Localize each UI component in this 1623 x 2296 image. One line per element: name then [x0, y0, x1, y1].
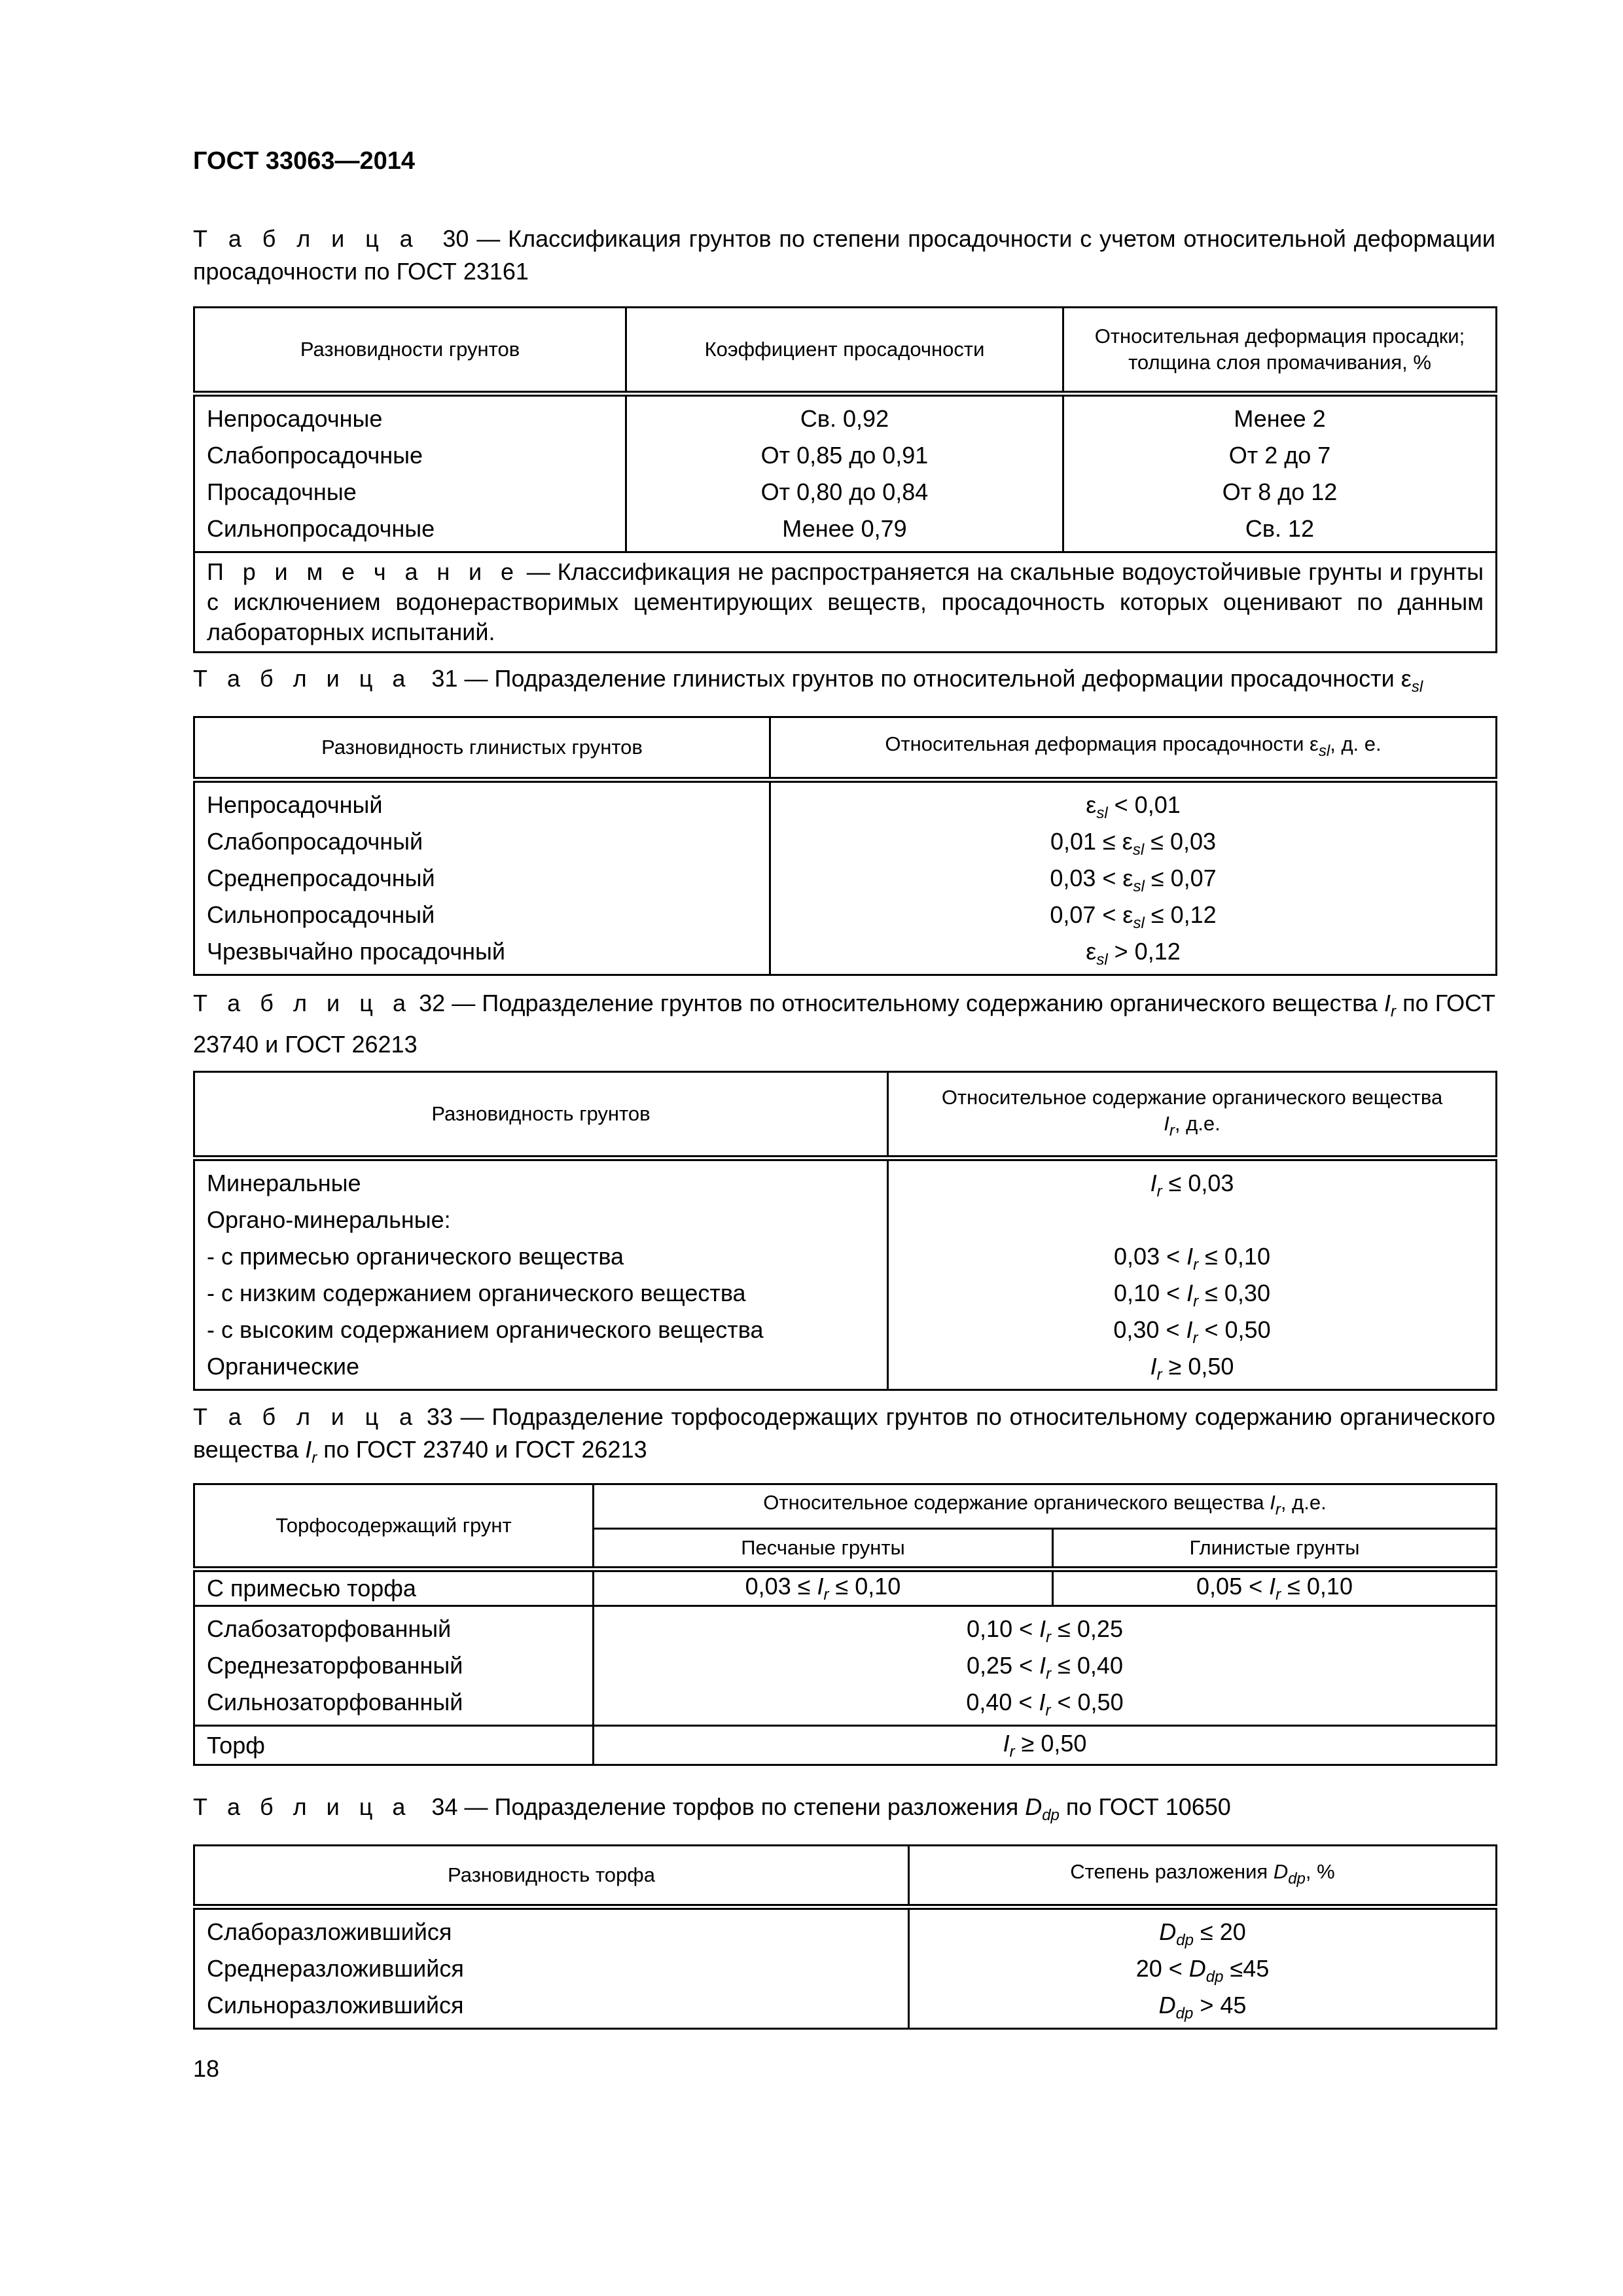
page-number: 18 — [193, 2055, 220, 2082]
header-text: Степень разложения — [1070, 1859, 1274, 1883]
value-text: ε — [1086, 938, 1097, 965]
header-subscript: r — [1169, 1121, 1175, 1139]
table-cell: От 0,85 до 0,91 — [760, 442, 929, 469]
value-text: ≤ 0,10 — [829, 1573, 901, 1600]
value-text: < 0,50 — [1050, 1689, 1124, 1715]
value-subscript: sl — [1133, 878, 1145, 895]
table-cell: Среднезаторфованный — [207, 1652, 463, 1679]
value-variable: D — [1159, 1918, 1177, 1945]
table-cell: Сильнопросадочный — [207, 901, 435, 928]
value-variable: I — [1186, 1280, 1194, 1306]
header-variable: D — [1273, 1859, 1289, 1883]
value-text: > 45 — [1193, 1992, 1247, 2018]
table32-col-soil — [194, 1158, 888, 1390]
header-text: Относительное содержание органического вещества — [763, 1491, 1270, 1514]
value-variable: D — [1188, 1955, 1206, 1982]
table-cell: Слабопросадочные — [207, 442, 423, 469]
caption-text: по ГОСТ 10650 — [1059, 1793, 1231, 1820]
table-cell: Сильнопросадочные — [207, 515, 435, 542]
value-text: ≤ 0,03 — [1162, 1170, 1234, 1196]
table-cell: Торф — [194, 1726, 594, 1765]
header-subscript: sl — [1318, 742, 1330, 760]
table30-header-coefficient: Коэффициент просадочности — [626, 308, 1063, 394]
table-cell — [921, 1987, 1484, 2024]
table32-caption-prefix: Т а б л и ц а — [193, 990, 413, 1016]
value-variable: I — [1003, 1729, 1010, 1757]
header-text: Относительная деформация просадочности ε — [885, 732, 1319, 755]
value-subscript: sl — [1096, 804, 1108, 822]
table-cell: Органические — [207, 1353, 360, 1380]
table33-col-content — [594, 1606, 1497, 1726]
table-cell — [783, 787, 1484, 823]
table-cell — [921, 1950, 1484, 1987]
value-text: 0,03 < ε — [1050, 865, 1133, 891]
value-text: 0,05 < — [1196, 1573, 1270, 1600]
table33-header-clay: Глинистые грунты — [1053, 1529, 1497, 1570]
table-cell: С примесью торфа — [194, 1570, 594, 1606]
value-text: ≤ 0,30 — [1198, 1280, 1270, 1306]
value-variable: I — [1269, 1573, 1276, 1600]
table-cell: Св. 0,92 — [800, 405, 889, 432]
table-cell: Слаборазложившийся — [207, 1918, 452, 1945]
table-cell — [606, 1684, 1484, 1721]
caption-text: 32 — Подразделение грунтов по относительному содержанию органического вещества — [419, 990, 1384, 1016]
value-variable: I — [1039, 1615, 1046, 1642]
table-cell: - с низким содержанием органического вещества — [207, 1280, 746, 1306]
caption-text: по ГОСТ 23740 и ГОСТ 26213 — [317, 1436, 647, 1463]
value-text: ≥ 0,50 — [1162, 1353, 1234, 1380]
value-text: 0,25 < — [967, 1652, 1040, 1679]
table-cell — [901, 1312, 1484, 1348]
header-text: Относительное содержание органического вещества — [941, 1085, 1443, 1109]
table-cell: Органо-минеральные: — [207, 1206, 451, 1233]
table31-header-deformation — [770, 717, 1497, 780]
table30-col-deformation — [1063, 394, 1497, 552]
table33 — [193, 1483, 1497, 1766]
table-cell — [594, 1570, 1053, 1606]
table-cell: От 0,80 до 0,84 — [760, 478, 929, 505]
header-text: , д.е. — [1280, 1491, 1327, 1514]
table33-caption — [193, 1401, 1495, 1475]
table32-header-soil: Разновидность грунтов — [194, 1072, 888, 1158]
table30-caption-prefix: Т а б л и ц а — [193, 225, 419, 252]
value-variable: I — [1039, 1689, 1046, 1715]
value-subscript: r — [1046, 1628, 1052, 1646]
header-text: , % — [1305, 1859, 1335, 1883]
caption-text: 33 — Подразделение торфосодержащих грунтов по относительному содержанию органического вещества — [193, 1403, 1495, 1463]
value-subscript: dp — [1205, 1968, 1224, 1986]
value-text: 20 < — [1135, 1955, 1189, 1982]
value-subscript: r — [1193, 1256, 1199, 1274]
value-variable: I — [1186, 1316, 1193, 1343]
value-text: 0,01 ≤ ε — [1050, 828, 1133, 855]
value-text: 0,30 < — [1113, 1316, 1186, 1343]
value-subscript: r — [1193, 1293, 1199, 1310]
value-text: ε — [1086, 791, 1097, 818]
table32-header-content — [888, 1072, 1497, 1158]
value-variable: I — [1150, 1353, 1157, 1380]
value-subscript: dp — [1176, 1931, 1194, 1949]
value-text: ≥ 0,50 — [1014, 1729, 1087, 1757]
table30-note — [194, 552, 1497, 653]
value-text: 0,03 < — [1114, 1243, 1187, 1270]
table32 — [193, 1071, 1497, 1391]
table33-header-content — [594, 1484, 1497, 1529]
table30-note-prefix: П р и м е ч а н и е — [207, 558, 520, 585]
caption-subscript: r — [1390, 1003, 1396, 1020]
table33-caption-prefix: Т а б л и ц а — [193, 1403, 419, 1430]
value-subscript: dp — [1175, 2005, 1194, 2022]
table32-col-content — [888, 1158, 1497, 1390]
value-text: ≤45 — [1223, 1955, 1270, 1982]
table-cell — [901, 1202, 1484, 1238]
table30-header-deformation: Относительная деформация просадки; толщина слоя промачивания, % — [1063, 308, 1497, 394]
value-variable: I — [1039, 1652, 1046, 1679]
value-text: < 0,50 — [1198, 1316, 1271, 1343]
table30-caption — [193, 223, 1495, 288]
table-cell: Сильнозаторфованный — [207, 1689, 463, 1715]
caption-variable: D — [1025, 1793, 1043, 1820]
value-text: 0,03 ≤ — [745, 1573, 817, 1600]
table33-col-soil — [194, 1606, 594, 1726]
table-cell: Чрезвычайно просадочный — [207, 938, 505, 965]
value-text: 0,07 < ε — [1050, 901, 1133, 928]
value-text: 0,10 < — [967, 1615, 1040, 1642]
value-text: ≤ 20 — [1193, 1918, 1246, 1945]
value-text: ≤ 0,12 — [1144, 901, 1217, 928]
table-cell: Среднепросадочный — [207, 865, 435, 891]
value-variable: I — [1150, 1170, 1157, 1196]
table31-header-soil: Разновидность глинистых грунтов — [194, 717, 770, 780]
table-cell — [783, 933, 1484, 970]
value-text: 0,10 < — [1114, 1280, 1187, 1306]
table-cell: От 8 до 12 — [1222, 478, 1338, 505]
table31-col-soil — [194, 780, 770, 975]
value-text: ≤ 0,40 — [1051, 1652, 1123, 1679]
table34-caption — [193, 1791, 1495, 1832]
value-subscript: r — [1156, 1183, 1162, 1200]
table30-header-soil-types: Разновидности грунтов — [194, 308, 626, 394]
table34-col-decomposition — [909, 1907, 1497, 2029]
table30-caption-text: 30 — Классификация грунтов по степени просадочности с учетом относительной деформации просадочности по ГОСТ 23161 — [193, 225, 1496, 285]
header-variable: I — [1270, 1491, 1275, 1514]
value-subscript: r — [823, 1586, 829, 1604]
table-cell: Менее 0,79 — [782, 515, 907, 542]
table33-header-sandy: Песчаные грунты — [594, 1529, 1053, 1570]
table-cell: - с примесью органического вещества — [207, 1243, 624, 1270]
table31-caption-prefix: Т а б л и ц а — [193, 665, 412, 692]
value-text: < 0,01 — [1107, 791, 1181, 818]
value-subscript: sl — [1133, 914, 1145, 932]
value-subscript: r — [1275, 1586, 1281, 1604]
caption-variable: I — [1383, 990, 1391, 1016]
table-cell — [1053, 1570, 1497, 1606]
table30-col-soil — [194, 394, 626, 552]
table-cell — [921, 1914, 1484, 1950]
table-cell — [901, 1348, 1484, 1385]
caption-subscript: dp — [1042, 1806, 1060, 1824]
table-cell: Слабозаторфованный — [207, 1615, 452, 1642]
table-cell: - с высоким содержанием органического вещества — [207, 1316, 764, 1343]
value-text: 0,40 < — [966, 1689, 1039, 1715]
caption-text: 34 — Подразделение торфов по степени разложения — [431, 1793, 1026, 1820]
value-text: > 0,12 — [1107, 938, 1181, 965]
table-cell — [783, 823, 1484, 860]
table-cell: Слабопросадочный — [207, 828, 423, 855]
table-cell: Минеральные — [207, 1170, 361, 1196]
table31-col-deformation — [770, 780, 1497, 975]
table34-col-peat — [194, 1907, 909, 2029]
table-cell: Св. 12 — [1245, 515, 1315, 542]
table31-caption-subscript: sl — [1411, 678, 1423, 696]
table-cell — [606, 1647, 1484, 1684]
table31-caption — [193, 662, 1495, 704]
table34-caption-prefix: Т а б л и ц а — [193, 1793, 412, 1820]
value-subscript: r — [1192, 1329, 1198, 1347]
table-cell — [901, 1165, 1484, 1202]
value-text: ≤ 0,10 — [1281, 1573, 1353, 1600]
table-cell — [594, 1726, 1497, 1765]
value-variable: I — [817, 1573, 824, 1600]
header-text: , д.е. — [1174, 1111, 1221, 1135]
value-variable: I — [1186, 1243, 1194, 1270]
header-subscript: dp — [1288, 1869, 1306, 1888]
table-cell — [901, 1238, 1484, 1275]
caption-text: по ГОСТ 23740 и ГОСТ 26213 — [193, 990, 1495, 1058]
value-variable: D — [1158, 1992, 1176, 2018]
value-text: ≤ 0,10 — [1198, 1243, 1270, 1270]
table32-caption — [193, 987, 1495, 1061]
table31 — [193, 716, 1497, 976]
table-cell: Непросадочные — [207, 405, 383, 432]
table30 — [193, 306, 1497, 653]
table34-header-peat: Разновидность торфа — [194, 1846, 909, 1907]
table30-col-coefficient — [626, 394, 1063, 552]
caption-variable: I — [305, 1436, 312, 1463]
table30-note-text: — Классификация не распространяется на скальные водоустойчивые грунты и грунты с исключением водонерастворимых цементирующих веществ, просадочность которых оценивают по данным лабораторных испытаний. — [207, 558, 1484, 645]
header-variable: I — [1164, 1111, 1169, 1135]
value-subscript: sl — [1096, 951, 1108, 969]
table-cell — [783, 897, 1484, 933]
value-subscript: r — [1046, 1665, 1052, 1683]
value-subscript: sl — [1132, 841, 1145, 859]
value-subscript: r — [1045, 1702, 1051, 1719]
table33-header-soil: Торфосодержащий грунт — [194, 1484, 594, 1570]
value-text: ≤ 0,07 — [1144, 865, 1217, 891]
table-cell — [606, 1611, 1484, 1647]
table31-caption-text: 31 — Подразделение глинистых грунтов по относительной деформации просадочности ε — [431, 665, 1412, 692]
table-cell: Просадочные — [207, 478, 357, 505]
header-subscript: r — [1275, 1501, 1281, 1518]
table34 — [193, 1844, 1497, 2030]
table-cell: От 2 до 7 — [1228, 442, 1331, 469]
table-cell: Среднеразложившийся — [207, 1955, 464, 1982]
value-subscript: r — [1156, 1366, 1162, 1384]
document-header: ГОСТ 33063—2014 — [193, 147, 416, 175]
table-cell: Сильноразложившийся — [207, 1992, 464, 2018]
value-subscript: r — [1009, 1742, 1015, 1761]
value-text: ≤ 0,03 — [1144, 828, 1217, 855]
table-cell: Непросадочный — [207, 791, 383, 818]
value-text: ≤ 0,25 — [1051, 1615, 1123, 1642]
table-cell — [783, 860, 1484, 897]
table-cell — [901, 1275, 1484, 1312]
header-text: , д. е. — [1330, 732, 1382, 755]
table-cell: Менее 2 — [1234, 405, 1326, 432]
table34-header-decomposition — [909, 1846, 1497, 1907]
caption-subscript: r — [312, 1449, 317, 1467]
